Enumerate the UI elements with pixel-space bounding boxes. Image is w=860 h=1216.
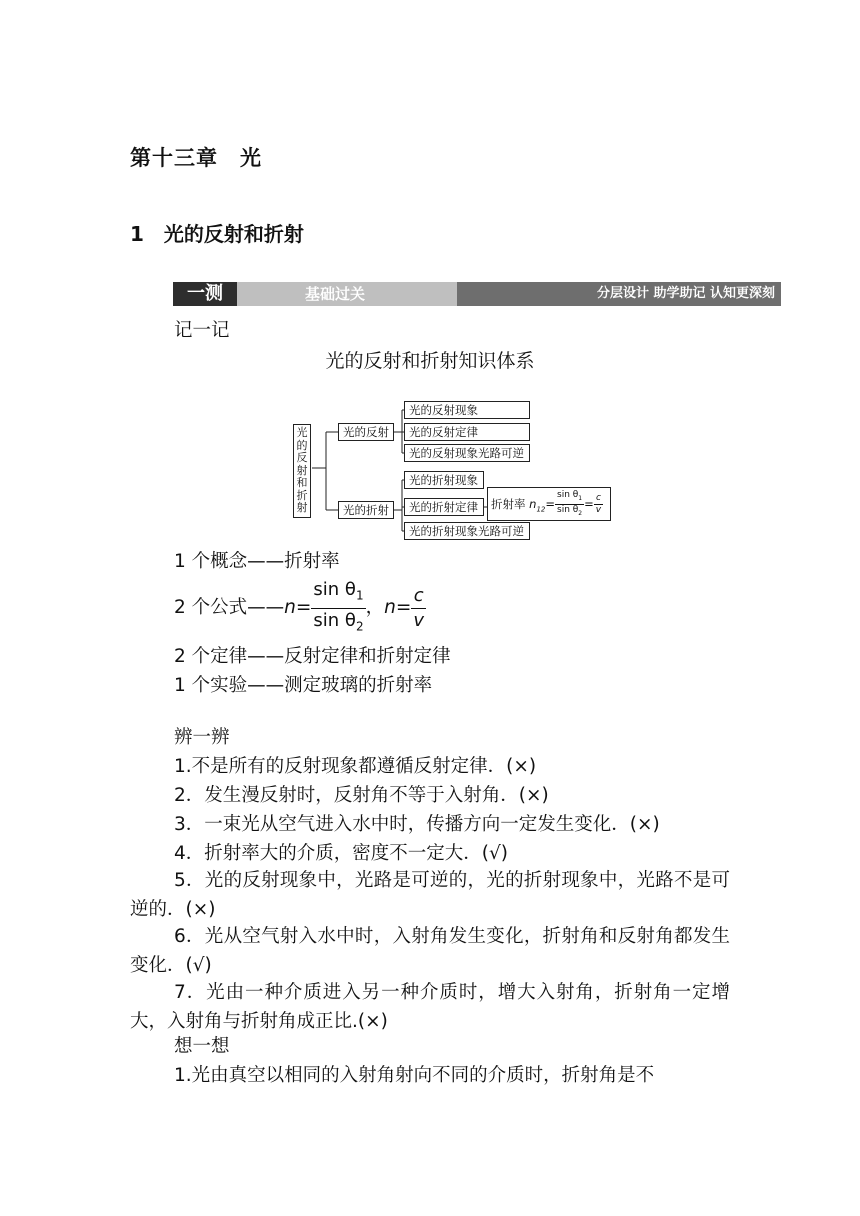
banner-title: 基础过关 (305, 285, 366, 303)
formula-n: n (529, 497, 537, 511)
think-item: 1.光由真空以相同的入射角射向不同的介质时，折射角是不 (174, 1065, 655, 1086)
formula-fraction-cv (594, 493, 603, 516)
formula-den: sin θ (313, 609, 356, 631)
judge-item: 7．光由一种介质进入另一种介质时，增大入射角，折射角一定增大，入射角与折射角成正比.(×) (130, 982, 730, 1032)
summary-experiment: 1 个实验——测定玻璃的折射率 (174, 675, 433, 696)
formula-c: c (594, 493, 603, 505)
formula-n-2: n (384, 597, 396, 619)
refraction-item: 光的折射现象光路可逆 (404, 522, 530, 540)
formula-den: sin θ (557, 505, 579, 515)
formula-num: sin θ (557, 490, 579, 501)
summary-concept: 1 个概念——折射率 (174, 551, 340, 572)
refraction-item: 光的折射现象 (404, 471, 484, 489)
judge-item: 1.不是所有的反射现象都遵循反射定律．(×) (174, 756, 537, 777)
formula-num-sub: 1 (578, 495, 583, 502)
formula-fraction (555, 490, 584, 519)
formula-v: v (595, 505, 602, 515)
judge-item: 3．一束光从空气进入水中时，传播方向一定发生变化．(×) (174, 814, 660, 835)
formula-n: n (284, 597, 296, 619)
judge-label: 辨一辨 (174, 727, 230, 748)
formula-den-sub: 2 (578, 509, 583, 517)
reflection-item: 光的反射现象光路可逆 (404, 444, 530, 462)
formula-label: 折射率 (491, 497, 526, 511)
banner-slogan: 分层设计 助学助记 认知更深刻 (596, 286, 775, 301)
formula-den-sub: 2 (355, 619, 364, 634)
formula-num: sin θ (313, 579, 356, 600)
think-label: 想一想 (174, 1036, 230, 1057)
reflection-item: 光的反射定律 (404, 423, 530, 441)
judge-item: 2．发生漫反射时，反射角不等于入射角．(×) (174, 785, 549, 806)
judge-item: 5．光的反射现象中，光路是可逆的，光的折射现象中，光路不是可逆的．(×) (130, 870, 730, 920)
formula-prefix: 2 个公式—— (174, 597, 285, 619)
judge-item: 4．折射率大的介质，密度不一定大．(√) (174, 843, 508, 864)
reflection-node: 光的反射 (338, 423, 394, 441)
summary-formula: 2 个公式——n= $\frac{\sin \theta_1}{\sin \theta_2}$ ，n= $\frac{c}{v}$ (174, 578, 426, 630)
formula-cv-fraction (411, 584, 426, 633)
reflection-item: 光的反射现象 (404, 401, 530, 419)
section-banner (173, 282, 781, 306)
remember-label: 记一记 (174, 320, 230, 341)
formula-separator: ， (365, 597, 385, 619)
diagram-root: 光的反射和折射 (293, 424, 311, 518)
formula-c: c (411, 584, 426, 609)
refraction-node: 光的折射 (338, 501, 394, 519)
formula-num-sub: 1 (355, 588, 364, 603)
judge-item: 6．光从空气射入水中时，入射角发生变化，折射角和反射角都发生变化．(√) (130, 926, 730, 976)
banner-tag: 一测 (173, 282, 237, 306)
section-title: 1 光的反射和折射 (130, 222, 304, 246)
knowledge-diagram (290, 396, 620, 546)
formula-sin-fraction (311, 578, 365, 638)
chapter-title: 第十三章 光 (130, 145, 262, 170)
diagram-title: 光的反射和折射知识体系 (325, 350, 535, 372)
refraction-item: 光的折射定律 (404, 498, 484, 516)
refraction-formula-box: 折射率 $n_{12}=$ $\frac{\sin \theta_1}{\sin \theta_2}$ = $\frac{c}{v}$ (487, 487, 611, 521)
formula-n-sub: 12 (536, 505, 546, 514)
formula-v: v (413, 609, 424, 631)
summary-laws: 2 个定律——反射定律和折射定律 (174, 646, 451, 667)
